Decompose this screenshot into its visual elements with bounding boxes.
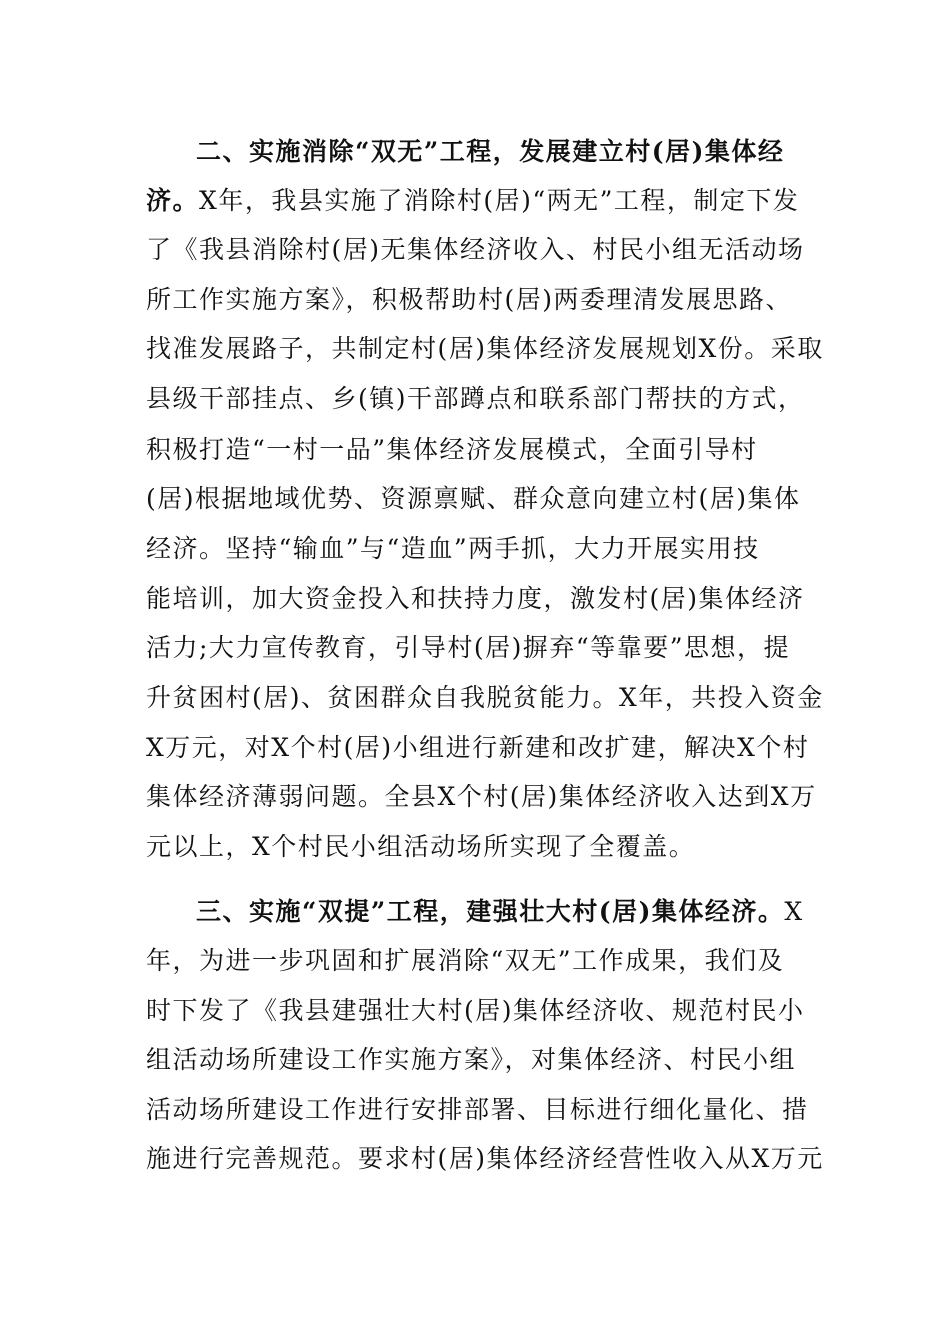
text-line	[146, 181, 826, 221]
text-line	[146, 579, 826, 619]
line-text: 所工作实施方案》，积极帮助村(居)两委理清发展思路、	[146, 285, 793, 314]
bold-heading: 二、实施消除“双无”工程，发展建立村(居)集体经	[196, 137, 785, 166]
text-line	[146, 678, 826, 718]
line-text: X万元，对X个村(居)小组进行新建和改扩建，解决X个村	[146, 733, 810, 762]
line-text: 经济。坚持“输血”与“造血”两手抓，大力开展实用技	[146, 534, 760, 563]
line-text: 年，为进一步巩固和扩展消除“双无”工作成果，我们及	[146, 946, 785, 975]
line-text: X年，我县实施了消除村(居)“两无”工程，制定下发	[199, 186, 800, 215]
line-text: 集体经济薄弱问题。全县X个村(居)集体经济收入达到X万	[146, 782, 817, 811]
text-line	[146, 280, 826, 320]
text-line	[146, 479, 826, 519]
text-line	[146, 1090, 826, 1130]
text-line	[146, 329, 826, 369]
text-line	[146, 1139, 826, 1179]
text-line	[146, 991, 826, 1031]
text-line	[196, 892, 826, 932]
line-text: 能培训，加大资金投入和扶持力度，激发村(居)集体经济	[146, 584, 805, 613]
line-text: 升贫困村(居)、贫困群众自我脱贫能力。X年，共投入资金	[146, 683, 824, 712]
line-text: 找准发展路子，共制定村(居)集体经济发展规划X份。采取	[146, 334, 824, 363]
line-text: 了《我县消除村(居)无集体经济收入、村民小组无活动场	[146, 235, 805, 264]
text-line	[146, 430, 826, 470]
line-text: 元以上，X个村民小组活动场所实现了全覆盖。	[146, 832, 696, 861]
text-line	[146, 230, 826, 270]
line-text: (居)根据地域优势、资源禀赋、群众意向建立村(居)集体	[146, 484, 801, 513]
text-line	[146, 827, 826, 867]
line-text: 积极打造“一村一品”集体经济发展模式，全面引导村	[146, 435, 758, 464]
line-text: 时下发了《我县建强壮大村(居)集体经济收、规范村民小	[146, 996, 805, 1025]
bold-heading: 济。	[146, 186, 200, 215]
text-line	[146, 777, 826, 817]
bold-heading: 三、实施“双提”工程，建强壮大村(居)集体经济。	[196, 897, 785, 926]
line-text: 活力;大力宣传教育，引导村(居)摒弃“等靠要”思想，提	[146, 633, 790, 662]
line-text: 活动场所建设工作进行安排部署、目标进行细化量化、措	[146, 1095, 809, 1124]
line-text: 施进行完善规范。要求村(居)集体经济经营性收入从X万元	[146, 1144, 824, 1173]
text-line	[146, 628, 826, 668]
text-line	[146, 941, 826, 981]
text-line	[146, 728, 826, 768]
text-line	[196, 132, 826, 172]
line-text: 县级干部挂点、乡(镇)干部蹲点和联系部门帮扶的方式，	[146, 384, 805, 413]
text-line	[146, 1040, 826, 1080]
line-text: X	[784, 897, 804, 926]
line-text: 组活动场所建设工作实施方案》，对集体经济、村民小组	[146, 1045, 797, 1074]
text-line	[146, 379, 826, 419]
text-line	[146, 529, 826, 569]
